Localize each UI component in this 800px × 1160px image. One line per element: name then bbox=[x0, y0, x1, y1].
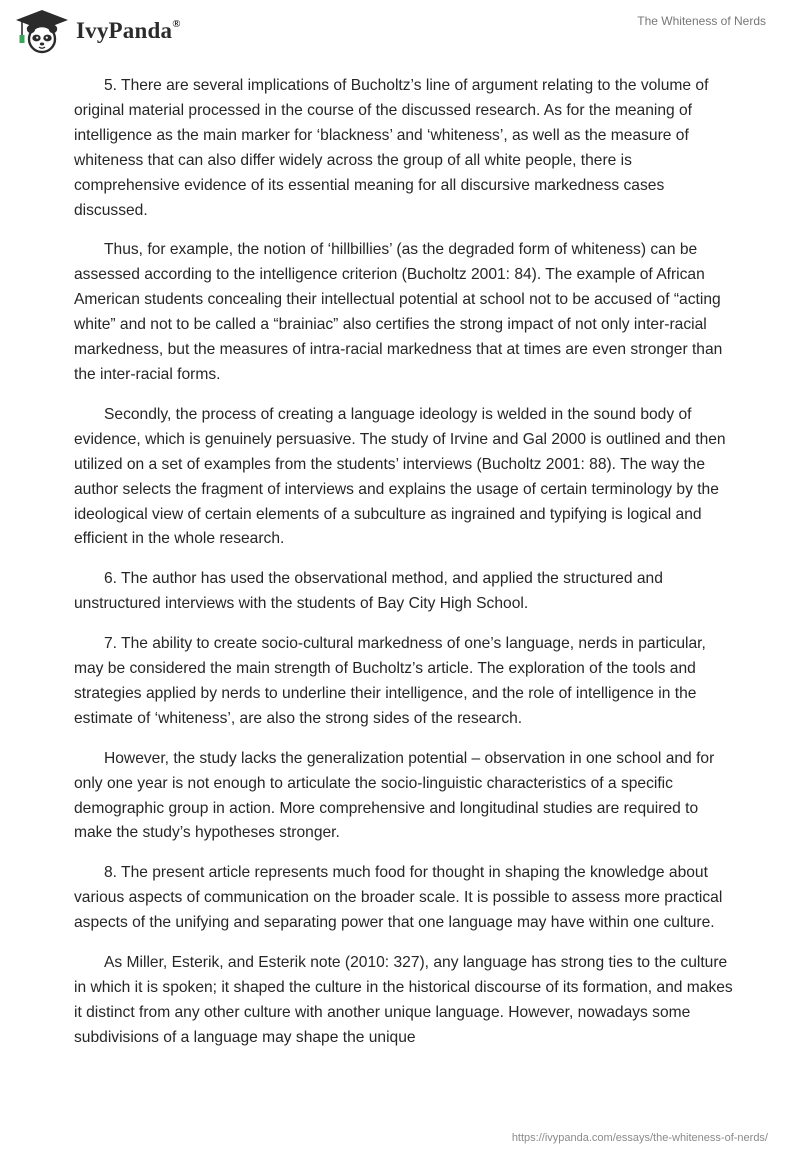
ivypanda-logo[interactable] bbox=[14, 8, 181, 54]
document-title: The Whiteness of Nerds bbox=[637, 14, 766, 28]
paragraph: Secondly, the process of creating a language ideology is welded in the sound body of evidence, which is genuinely persuasive. The study of Irvine and Gal 2000 is outlined and then utilized on a set of examples from the students’ interviews (Bucholtz 2001: 88). The way the author selects the fragment of interviews and explains the usage of certain terminology by the ideological view of certain elements of a subculture as ingrained and typifying is logical and efficient in the whole research. bbox=[74, 405, 726, 548]
paragraph: 6. The author has used the observational method, and applied the structured and unstructured interviews with the students of Bay City High School. bbox=[74, 570, 663, 613]
essay-body bbox=[74, 74, 734, 1066]
paragraph: 7. The ability to create socio-cultural markedness of one’s language, nerds in particular, may be considered the main strength of Bucholtz’s article. The exploration of the tools and strategies applied by nerds to underline their intelligence, and the role of intelligence in the estimate of ‘whiteness’, are also the strong sides of the research. bbox=[74, 635, 706, 727]
paragraph: 8. The present article represents much food for thought in shaping the knowledge about various aspects of communication on the broader scale. It is possible to assess more practical aspects of the unifying and separating power that one language may have within one culture. bbox=[74, 864, 723, 932]
page-header bbox=[0, 0, 800, 60]
paragraph: Thus, for example, the notion of ‘hillbillies’ (as the degraded form of whiteness) can be assessed according to the intelligence criterion (Bucholtz 2001: 84). The example of African American students concealing their intellectual potential at school not to be accused of “acting white” and not to be called a “brainiac” also certifies the strong impact of not only inter-racial markedness, but the measures of intra-racial markedness that at times are even stronger than the inter-racial forms. bbox=[74, 241, 723, 383]
panda-graduation-cap-icon bbox=[14, 8, 70, 54]
source-url[interactable]: https://ivypanda.com/essays/the-whiteness-of-nerds/ bbox=[511, 1132, 768, 1144]
paragraph: As Miller, Esterik, and Esterik note (2010: 327), any language has strong ties to the culture in which it is spoken; it shaped the culture in the historical discourse of its formation, and makes it distinct from any other culture with another unique language. However, nowadays some subdivisions of a language may shape the unique bbox=[74, 954, 733, 1046]
paragraph: However, the study lacks the generalization potential – observation in one school and for only one year is not enough to articulate the socio-linguistic characteristics of a specific demographic group in action. More comprehensive and longitudinal studies are required to make the study’s hypotheses stronger. bbox=[74, 749, 715, 842]
paragraph: 5. There are several implications of Bucholtz’s line of argument relating to the volume of original material processed in the course of the discussed research. As for the meaning of intelligence as the main marker for ‘blackness’ and ‘whiteness’, as well as the measure of whiteness that can also differ widely across the group of all white people, there is comprehensive evidence of its essential meaning for all discursive markedness cases discussed. bbox=[74, 77, 709, 219]
brand-name: IvyPanda® bbox=[76, 18, 181, 43]
